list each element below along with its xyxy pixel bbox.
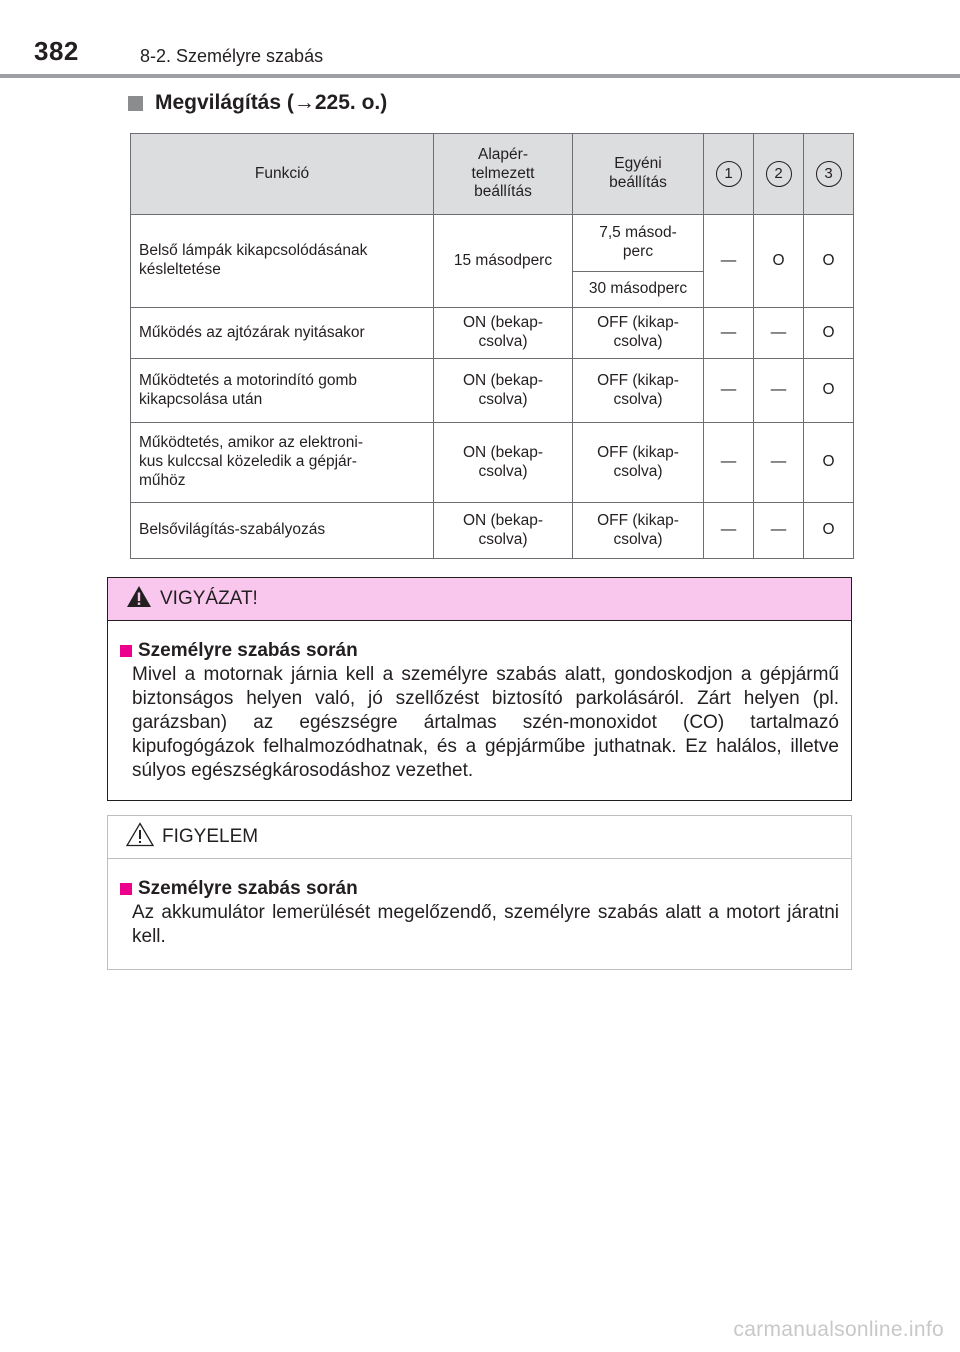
cell-method-3: O	[804, 359, 854, 423]
warning-body	[108, 621, 851, 783]
column-header-3	[804, 134, 854, 215]
cell-method-2: —	[754, 359, 804, 423]
warning-title: VIGYÁZAT!	[160, 588, 258, 609]
table-header-row	[131, 134, 854, 215]
section-square-icon	[128, 96, 143, 111]
cell-function: Belsővilágítás-szabályozás	[131, 503, 434, 559]
section-heading	[128, 91, 387, 115]
cell-custom: OFF (kikap- csolva)	[573, 503, 704, 559]
column-header-function-label: Funkció	[254, 164, 310, 182]
cell-default: ON (bekap- csolva)	[434, 308, 573, 359]
magenta-square-icon	[120, 883, 132, 895]
table-row	[131, 423, 854, 503]
warning-triangle-icon	[126, 585, 152, 614]
cell-method-2: —	[754, 423, 804, 503]
table-row	[131, 308, 854, 359]
cell-default: 15 másodperc	[434, 215, 573, 308]
cell-method-2: —	[754, 308, 804, 359]
cell-method-3: O	[804, 308, 854, 359]
table-row	[131, 215, 854, 272]
cell-custom-option-a: 7,5 másod- perc	[573, 215, 704, 272]
cell-function: Működés az ajtózárak nyitásakor	[131, 308, 434, 359]
watermark: carmanualsonline.info	[733, 1318, 944, 1341]
warning-header	[108, 578, 851, 621]
column-header-default	[434, 134, 573, 215]
magenta-square-icon	[120, 645, 132, 657]
cell-custom: OFF (kikap- csolva)	[573, 359, 704, 423]
column-header-custom	[573, 134, 704, 215]
notice-box	[107, 815, 852, 970]
cell-function: Működtetés, amikor az elektroni- kus kulccsal közeledik a gépjár- műhöz	[131, 423, 434, 503]
column-header-function	[131, 134, 434, 215]
notice-triangle-icon	[126, 822, 154, 853]
page-number: 382	[34, 36, 79, 66]
cell-method-1: —	[704, 308, 754, 359]
column-header-1	[704, 134, 754, 215]
notice-title: FIGYELEM	[162, 826, 259, 847]
notice-body	[108, 859, 851, 949]
cell-method-2: O	[754, 215, 804, 308]
table-row	[131, 503, 854, 559]
warning-box	[107, 577, 852, 801]
column-header-custom-label: Egyéni beállítás	[609, 155, 667, 191]
cell-function: Belső lámpák kikapcsolódásának késleltetése	[131, 215, 434, 308]
cell-method-1: —	[704, 423, 754, 503]
header-divider	[0, 74, 960, 78]
cell-method-1: —	[704, 359, 754, 423]
column-header-2	[754, 134, 804, 215]
chapter-title: 8-2. Személyre szabás	[140, 46, 324, 66]
cell-method-3: O	[804, 423, 854, 503]
cell-method-1: —	[704, 503, 754, 559]
cell-method-3: O	[804, 503, 854, 559]
notice-text: Az akkumulátor lemerülését megelőzendő, személyre szabás alatt a motort járatni kell.	[132, 902, 839, 947]
cell-method-3: O	[804, 215, 854, 308]
column-header-default-label: Alapér- telmezett beállítás	[471, 145, 535, 201]
settings-table	[130, 133, 854, 559]
notice-header	[108, 816, 851, 859]
warning-subtitle	[120, 639, 839, 663]
circled-number-2-icon: 2	[766, 161, 792, 187]
cell-default: ON (bekap- csolva)	[434, 503, 573, 559]
warning-subtitle-text: Személyre szabás során	[138, 640, 358, 661]
cell-default: ON (bekap- csolva)	[434, 423, 573, 503]
section-title: Megvilágítás (→225. o.)	[155, 91, 388, 114]
cell-function: Működtetés a motorindító gomb kikapcsolása után	[131, 359, 434, 423]
cell-method-2: —	[754, 503, 804, 559]
cell-method-1: —	[704, 215, 754, 308]
circled-number-3-icon: 3	[816, 161, 842, 187]
table-row	[131, 359, 854, 423]
cell-custom: OFF (kikap- csolva)	[573, 308, 704, 359]
cell-custom-option-b: 30 másodperc	[573, 272, 704, 308]
notice-subtitle-text: Személyre szabás során	[138, 878, 358, 899]
notice-subtitle	[120, 877, 839, 901]
cell-custom: OFF (kikap- csolva)	[573, 423, 704, 503]
cell-default: ON (bekap- csolva)	[434, 359, 573, 423]
warning-text: Mivel a motornak járnia kell a személyre szabás alatt, gondoskodjon a gépjármű biztonságos helyen való, jó szellőzést biztosító parkolásáról. Zárt helyen (pl. garázsban) az egészségre ártalmas szén-monoxidot (CO) tartalmazó kipufogógázok felhalmozódhatnak, és a gépjárműbe juthatnak. Ez halálos, illetve súlyos egészségkárosodáshoz vezethet.	[132, 664, 839, 781]
circled-number-1-icon: 1	[716, 161, 742, 187]
